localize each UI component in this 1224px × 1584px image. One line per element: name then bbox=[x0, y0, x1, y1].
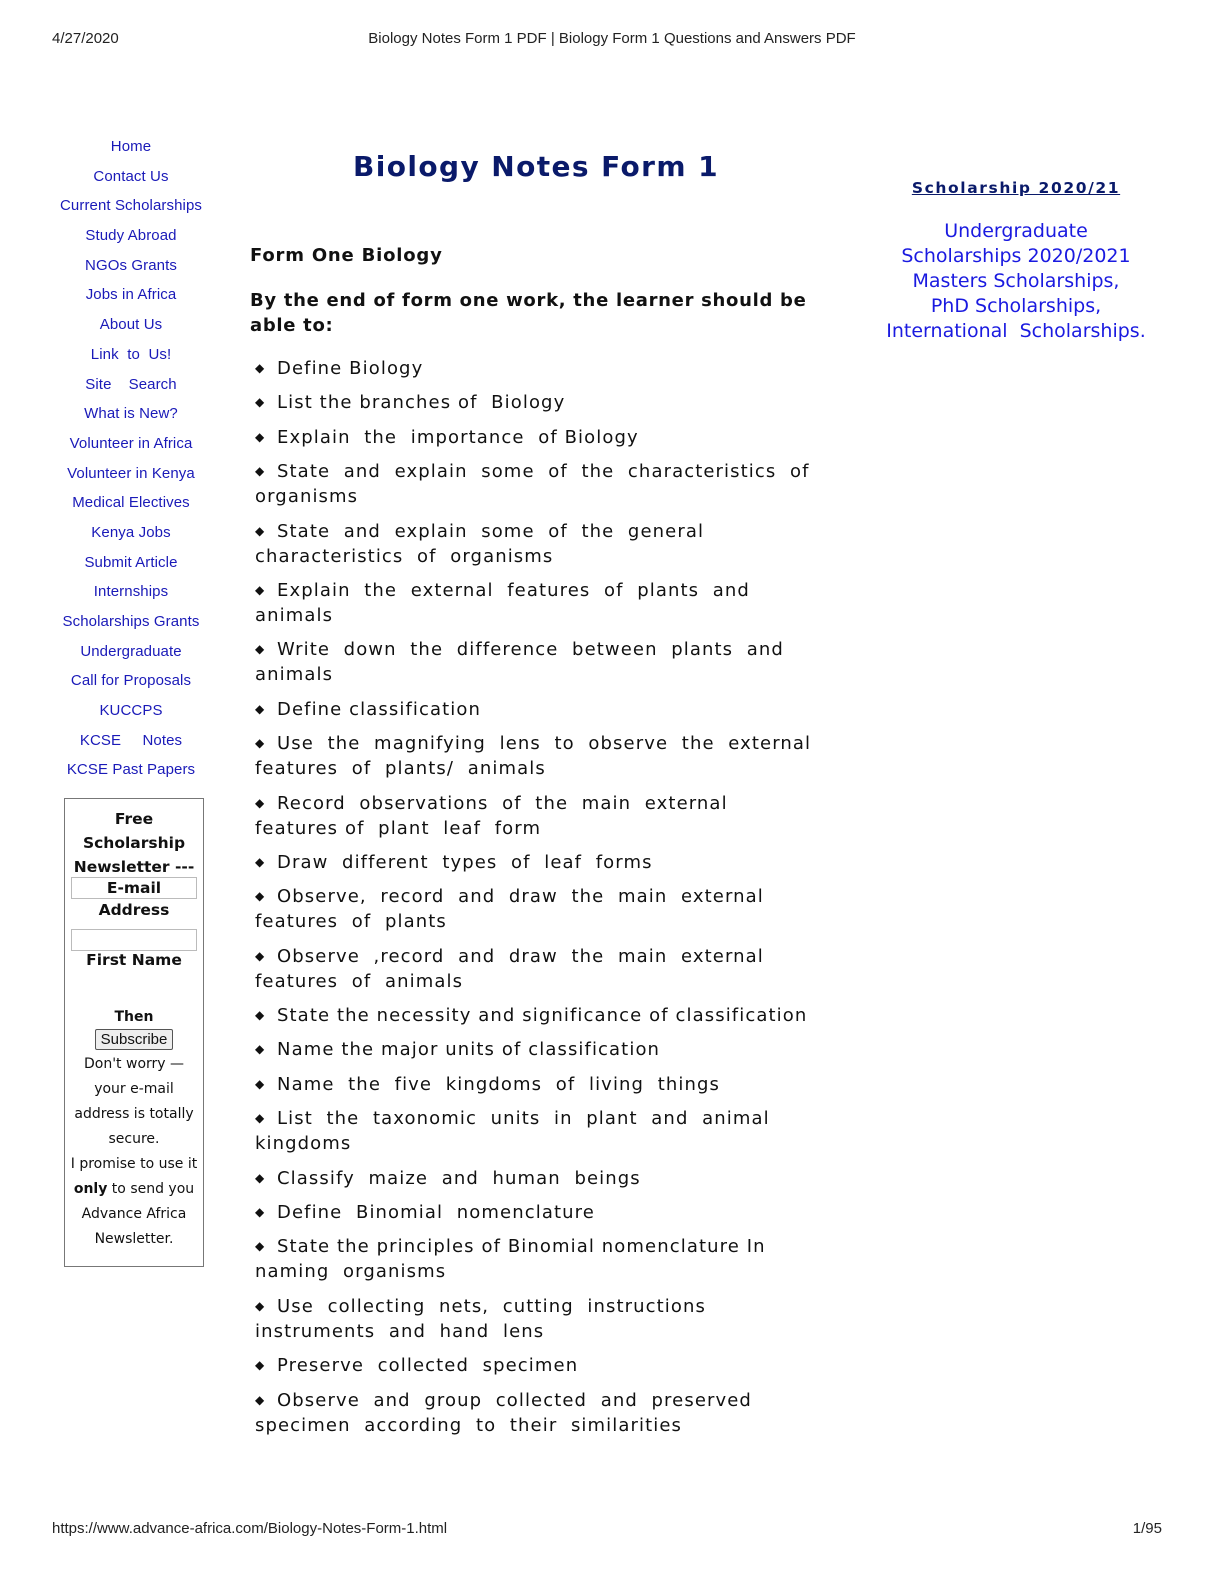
list-item bbox=[255, 1388, 820, 1438]
list-item bbox=[255, 944, 820, 994]
objective-text: Preserve collected specimen bbox=[277, 1355, 579, 1377]
list-item bbox=[255, 1037, 820, 1062]
bullet-icon: ◆ bbox=[255, 1076, 266, 1091]
bullet-icon: ◆ bbox=[255, 1111, 266, 1126]
objective-text: Explain the importance of Biology bbox=[277, 426, 639, 448]
nav-item-jobs-in-africa[interactable] bbox=[52, 284, 210, 314]
nav-link[interactable]: Volunteer in Africa bbox=[69, 434, 193, 452]
privacy-note-rest: to send you bbox=[107, 1181, 195, 1197]
nav-link[interactable]: Study Abroad bbox=[85, 227, 177, 245]
objective-text: Name the major units of classification bbox=[277, 1039, 661, 1061]
bullet-icon: ◆ bbox=[255, 1392, 266, 1407]
list-item bbox=[255, 1166, 820, 1191]
objective-text: Name the five kingdoms of living things bbox=[277, 1073, 720, 1095]
print-footer bbox=[0, 1520, 1224, 1540]
privacy-note: I promise to use it bbox=[70, 1156, 198, 1172]
learning-objectives-list bbox=[250, 356, 820, 1438]
objective-text: List the taxonomic units in plant and animal kingdoms bbox=[255, 1108, 777, 1155]
objective-text: Define Biology bbox=[277, 358, 424, 379]
nav-item-contact-us[interactable] bbox=[52, 166, 210, 196]
list-item bbox=[255, 425, 820, 450]
objective-text: Classify maize and human beings bbox=[277, 1167, 641, 1189]
privacy-note: address is totally bbox=[74, 1106, 194, 1122]
nav-item-submit-article[interactable] bbox=[52, 552, 210, 582]
nav-item-what-is-new[interactable] bbox=[52, 403, 210, 433]
privacy-note: secure. bbox=[108, 1131, 160, 1147]
nav-link[interactable]: Internships bbox=[93, 583, 169, 601]
objective-text: State the principles of Binomial nomenclature In naming organisms bbox=[255, 1236, 773, 1283]
privacy-note: Newsletter. bbox=[94, 1231, 174, 1247]
list-item bbox=[255, 1234, 820, 1284]
bullet-icon: ◆ bbox=[255, 1239, 266, 1254]
nav-link[interactable]: Current Scholarships bbox=[59, 197, 203, 215]
objective-text: Draw different types of leaf forms bbox=[277, 851, 653, 873]
privacy-note: Don't worry — bbox=[83, 1056, 185, 1072]
privacy-note: your e-mail bbox=[94, 1081, 174, 1097]
bullet-icon: ◆ bbox=[255, 1042, 266, 1057]
objective-text: Observe ,record and draw the main external features of animals bbox=[255, 945, 771, 992]
bullet-icon: ◆ bbox=[255, 1298, 266, 1313]
nav-item-link-to-us[interactable] bbox=[52, 344, 210, 374]
email-label: E-mail bbox=[106, 879, 162, 897]
scholarship-link-line[interactable]: Undergraduate bbox=[944, 220, 1088, 242]
print-header bbox=[0, 30, 1224, 50]
bullet-icon: ◆ bbox=[255, 642, 266, 657]
first-name-label: First Name bbox=[86, 951, 182, 969]
nav-link[interactable]: KCSE Past Papers bbox=[66, 761, 196, 779]
bullet-icon: ◆ bbox=[255, 395, 266, 410]
nav-link[interactable]: Link to Us! bbox=[90, 345, 172, 363]
objective-text: List the branches of Biology bbox=[277, 392, 566, 414]
nav-link[interactable]: What is New? bbox=[84, 405, 178, 423]
bullet-icon: ◆ bbox=[255, 1358, 266, 1373]
nav-link[interactable]: Site Search bbox=[85, 375, 177, 393]
list-item bbox=[255, 1106, 820, 1156]
list-item bbox=[255, 390, 820, 415]
scholarship-link-line[interactable]: International Scholarships. bbox=[886, 320, 1146, 342]
bullet-icon: ◆ bbox=[255, 361, 266, 375]
objective-text: Explain the external features of plants and animals bbox=[255, 579, 764, 626]
subscribe-button[interactable]: Subscribe bbox=[95, 1029, 174, 1050]
intro-paragraph: By the end of form one work, the learner should be able to: bbox=[250, 290, 807, 336]
newsletter-title-line: Scholarship bbox=[82, 834, 186, 852]
nav-link[interactable]: Kenya Jobs bbox=[91, 523, 171, 541]
bullet-icon: ◆ bbox=[255, 1008, 266, 1023]
objective-text: Record observations of the main external features of plant leaf form bbox=[255, 792, 742, 839]
nav-link[interactable]: Home bbox=[110, 138, 152, 155]
list-item bbox=[255, 1003, 820, 1028]
nav-link[interactable]: About Us bbox=[99, 316, 163, 334]
list-item bbox=[255, 850, 820, 875]
bullet-icon: ◆ bbox=[255, 582, 266, 597]
right-sidebar bbox=[880, 178, 1152, 344]
nav-item-scholarships-grants[interactable] bbox=[52, 611, 210, 641]
list-item bbox=[255, 1353, 820, 1378]
then-label: Then bbox=[114, 1009, 154, 1025]
first-name-field[interactable] bbox=[71, 929, 197, 951]
scholarship-link-line[interactable]: PhD Scholarships, bbox=[930, 295, 1102, 317]
nav-item-about-us[interactable] bbox=[52, 314, 210, 344]
nav-item-kuccps[interactable] bbox=[52, 700, 210, 730]
newsletter-signup-box bbox=[64, 798, 204, 1267]
objective-text: State and explain some of the general characteristics of organisms bbox=[255, 520, 711, 567]
nav-link[interactable]: Contact Us bbox=[93, 167, 169, 185]
list-item bbox=[255, 697, 820, 722]
nav-link[interactable]: Volunteer in Kenya bbox=[67, 464, 195, 482]
print-page-title: Biology Notes Form 1 PDF | Biology Form 1 Questions and Answers PDF bbox=[368, 30, 856, 47]
privacy-note bbox=[65, 1177, 203, 1202]
list-item bbox=[255, 356, 820, 381]
objective-text: Use collecting nets, cutting instructions instruments and hand lens bbox=[255, 1295, 713, 1342]
page-number: 1/95 bbox=[1132, 1520, 1162, 1537]
privacy-note-emphasis: only bbox=[73, 1181, 108, 1197]
bullet-icon: ◆ bbox=[255, 1205, 266, 1220]
scholarship-link-line[interactable]: Masters Scholarships, bbox=[912, 270, 1120, 292]
list-item bbox=[255, 884, 820, 934]
scholarship-link-line[interactable]: Scholarships 2020/2021 bbox=[901, 245, 1131, 267]
objective-text: State the necessity and significance of classification bbox=[277, 1005, 808, 1027]
objective-text: State and explain some of the characteristics of organisms bbox=[255, 461, 817, 508]
nav-item-volunteer-in-kenya[interactable] bbox=[52, 463, 210, 493]
page-title: Biology Notes Form 1 bbox=[353, 150, 719, 183]
bullet-icon: ◆ bbox=[255, 736, 266, 751]
list-item bbox=[255, 519, 820, 569]
nav-link[interactable]: Medical Electives bbox=[72, 494, 190, 512]
newsletter-title-line: Free bbox=[114, 810, 154, 828]
main-content bbox=[250, 150, 820, 1447]
scholarship-heading-link[interactable]: Scholarship 2020/21 bbox=[911, 179, 1121, 197]
nav-item-internships[interactable] bbox=[52, 581, 210, 611]
site-navigation bbox=[52, 136, 210, 789]
bullet-icon: ◆ bbox=[255, 889, 266, 904]
newsletter-title-line: Newsletter --- bbox=[73, 858, 195, 876]
nav-item-medical-electives[interactable] bbox=[52, 492, 210, 522]
list-item bbox=[255, 791, 820, 841]
nav-link[interactable]: Undergraduate bbox=[80, 642, 182, 660]
print-url: https://www.advance-africa.com/Biology-Notes-Form-1.html bbox=[52, 1520, 448, 1537]
list-item bbox=[255, 1200, 820, 1225]
objective-text: Write down the difference between plants and animals bbox=[255, 639, 791, 686]
email-label-2: Address bbox=[98, 901, 170, 919]
nav-item-kcse-past-papers[interactable] bbox=[52, 759, 210, 789]
list-item bbox=[255, 1294, 820, 1344]
nav-item-kcse-notes[interactable] bbox=[52, 730, 210, 760]
nav-item-site-search[interactable] bbox=[52, 374, 210, 404]
scholarship-links[interactable] bbox=[880, 219, 1152, 344]
nav-link[interactable]: Submit Article bbox=[84, 553, 178, 571]
list-item bbox=[255, 637, 820, 687]
left-sidebar bbox=[52, 136, 210, 1247]
nav-link[interactable]: Jobs in Africa bbox=[85, 286, 177, 304]
bullet-icon: ◆ bbox=[255, 854, 266, 869]
nav-item-kenya-jobs[interactable] bbox=[52, 522, 210, 552]
bullet-icon: ◆ bbox=[255, 795, 266, 810]
bullet-icon: ◆ bbox=[255, 464, 266, 479]
objective-text: Use the magnifying lens to observe the external features of plants/ animals bbox=[255, 733, 818, 780]
nav-link[interactable]: Call for Proposals bbox=[70, 672, 192, 690]
objective-text: Observe, record and draw the main external features of plants bbox=[255, 886, 771, 933]
nav-link[interactable]: KCSE Notes bbox=[79, 731, 183, 749]
nav-item-ngos-grants[interactable] bbox=[52, 255, 210, 285]
objective-text: Define Binomial nomenclature bbox=[277, 1202, 595, 1224]
nav-item-study-abroad[interactable] bbox=[52, 225, 210, 255]
objective-text: Observe and group collected and preserved specimen according to their similarities bbox=[255, 1389, 759, 1436]
section-heading: Form One Biology bbox=[250, 245, 443, 266]
nav-link[interactable]: Scholarships Grants bbox=[62, 613, 200, 630]
list-item bbox=[255, 459, 820, 509]
print-date: 4/27/2020 bbox=[52, 30, 119, 47]
bullet-icon: ◆ bbox=[255, 948, 266, 963]
nav-link[interactable]: NGOs Grants bbox=[85, 256, 177, 274]
list-item bbox=[255, 1072, 820, 1097]
bullet-icon: ◆ bbox=[255, 429, 266, 444]
nav-item-undergraduate[interactable] bbox=[52, 641, 210, 671]
list-item bbox=[255, 731, 820, 781]
nav-link[interactable]: KUCCPS bbox=[99, 702, 163, 720]
nav-item-home[interactable] bbox=[52, 136, 210, 166]
list-item bbox=[255, 578, 820, 628]
nav-item-current-scholarships[interactable] bbox=[52, 195, 210, 225]
nav-item-call-for-proposals[interactable] bbox=[52, 670, 210, 700]
nav-item-volunteer-in-africa[interactable] bbox=[52, 433, 210, 463]
objective-text: Define classification bbox=[277, 698, 482, 720]
bullet-icon: ◆ bbox=[255, 1170, 266, 1185]
bullet-icon: ◆ bbox=[255, 701, 266, 716]
privacy-note: Advance Africa bbox=[81, 1206, 187, 1222]
bullet-icon: ◆ bbox=[255, 523, 266, 538]
